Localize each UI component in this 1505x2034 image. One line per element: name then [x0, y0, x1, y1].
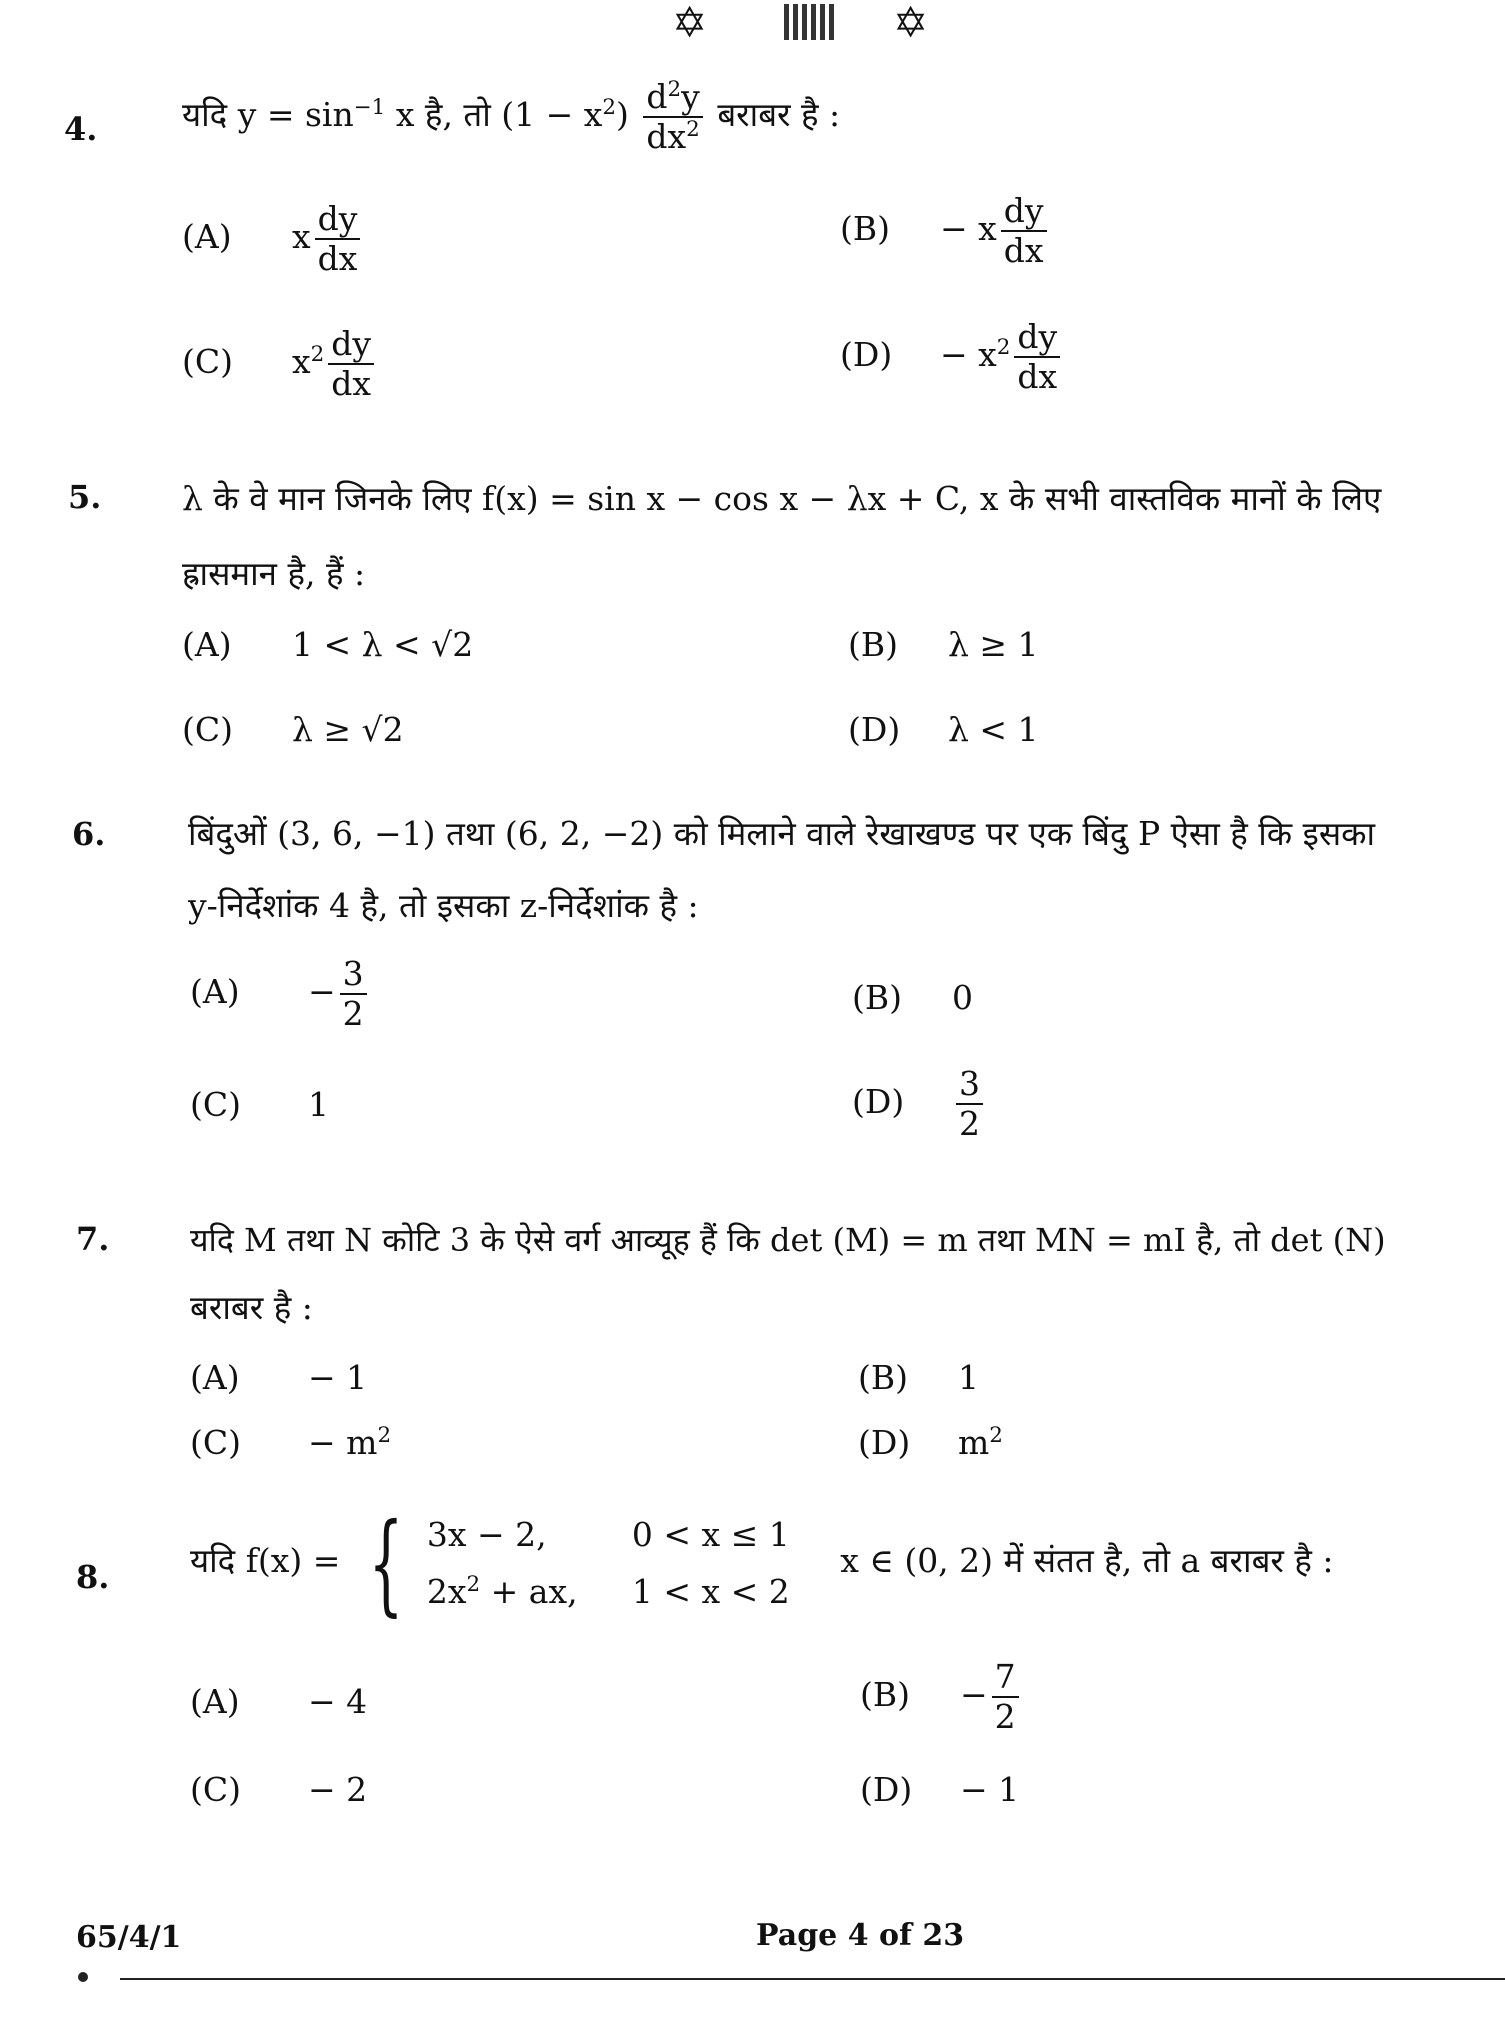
option-value: − 1: [308, 1358, 368, 1397]
brace-symbol: {: [368, 1499, 404, 1627]
option-value: x: [292, 216, 311, 256]
option-b[interactable]: [858, 1358, 979, 1397]
question-number: 8.: [76, 1558, 110, 1596]
option-label: (A): [182, 216, 232, 256]
option-label: (A): [182, 625, 232, 664]
option-b[interactable]: [840, 192, 1051, 270]
question-text: यदि M तथा N कोटि 3 के ऐसे वर्ग आव्यूह हैं कि det (M) = m तथा MN = mI है, तो det (N): [190, 1221, 1386, 1259]
option-label: (A): [190, 971, 240, 1011]
option-value: x: [292, 341, 311, 381]
option-value: λ ≥ √2: [292, 710, 404, 749]
footer-divider: [120, 1978, 1505, 1980]
option-b[interactable]: [848, 625, 1039, 664]
option-value: 1: [958, 1358, 979, 1397]
option-d[interactable]: [848, 710, 1039, 749]
option-a[interactable]: [182, 200, 364, 278]
option-value: 0: [952, 978, 973, 1017]
option-b[interactable]: [860, 1658, 1023, 1736]
option-sup: 2: [989, 1423, 1003, 1448]
case-expr: 2x: [426, 1572, 467, 1611]
option-d[interactable]: [858, 1423, 1003, 1462]
fraction: [992, 1658, 1019, 1736]
option-value: 1 < λ < √2: [292, 625, 474, 664]
option-value: − x: [940, 334, 997, 374]
frac-num: dy: [315, 200, 361, 240]
case-expr: + ax,: [480, 1572, 578, 1611]
option-label: (D): [848, 710, 901, 749]
frac-num: 7: [992, 1658, 1019, 1698]
option-c[interactable]: [190, 1770, 367, 1809]
option-c[interactable]: [182, 710, 404, 749]
question-text: यदि $y = \sin^{-1} x$ है, तो $(1 - x^2)$ $\frac{d^2y}{dx^2}$ बराबर है :: [182, 77, 841, 156]
q-text-part: बराबर है :: [717, 94, 841, 134]
question-text: बराबर है :: [190, 1288, 313, 1327]
frac-num: d: [646, 77, 668, 116]
q-text-part: यदि f(x) =: [190, 1541, 341, 1580]
frac-den: dx: [1017, 356, 1058, 396]
question-text: [190, 1499, 1334, 1627]
fraction: $\frac{d^2y}{dx^2}$: [643, 78, 702, 156]
piecewise-function: [351, 1499, 790, 1627]
page-number: Page 4 of 23: [756, 1918, 965, 1953]
q-text-part: x ∈ (0, 2) में संतत है, तो a बराबर है :: [840, 1541, 1334, 1580]
option-value: 1: [308, 1085, 329, 1124]
frac-num: dy: [1001, 192, 1047, 232]
frac-den: dx: [646, 116, 687, 156]
frac-den: 2: [342, 993, 364, 1033]
option-label: (C): [190, 1770, 241, 1809]
option-value: −: [308, 971, 336, 1011]
option-label: (B): [858, 1358, 908, 1397]
star-of-david-icon: ✡: [893, 0, 929, 47]
q-text-sup: −1: [353, 94, 386, 120]
option-label: (B): [840, 208, 890, 248]
frac-num: dy: [1014, 318, 1060, 358]
option-d[interactable]: [852, 1065, 987, 1143]
footer-dot: [78, 1972, 88, 1982]
frac-den: 2: [959, 1103, 980, 1143]
paper-code: 65/4/1: [76, 1920, 182, 1955]
option-label: (B): [852, 978, 902, 1017]
frac-den: dx: [1003, 230, 1044, 270]
question-number: 6.: [72, 815, 106, 853]
frac-den: 2: [994, 1696, 1016, 1736]
option-label: (D): [860, 1770, 913, 1809]
question-text: y-निर्देशांक 4 है, तो इसका z-निर्देशांक है :: [188, 886, 699, 925]
qr-code-icon: [784, 4, 836, 40]
option-c[interactable]: [190, 1423, 391, 1462]
option-value: − 4: [308, 1682, 368, 1721]
option-value: λ ≥ 1: [948, 625, 1039, 664]
option-d[interactable]: [860, 1770, 1019, 1809]
question-text: λ के वे मान जिनके लिए f(x) = sin x − cos x − λx + C, x के सभी वास्तविक मानों के लिए: [182, 479, 1382, 518]
fraction: [1014, 318, 1060, 396]
frac-den: dx: [331, 363, 372, 403]
option-label: (B): [860, 1674, 910, 1714]
frac-num: 3: [956, 1065, 983, 1105]
option-a[interactable]: [190, 1358, 367, 1397]
question-text: बिंदुओं (3, 6, −1) तथा (6, 2, −2) को मिलाने वाले रेखाखण्ड पर एक बिंदु P ऐसा है कि इसका: [188, 814, 1376, 853]
option-value: − 1: [960, 1770, 1020, 1809]
option-label: (B): [848, 625, 898, 664]
frac-num: 3: [340, 955, 367, 995]
case-sup: 2: [466, 1572, 481, 1597]
option-label: (D): [852, 1081, 905, 1121]
option-b[interactable]: [852, 978, 973, 1017]
fraction: [340, 955, 367, 1033]
option-value: λ < 1: [948, 710, 1039, 749]
option-value: − x: [940, 208, 997, 248]
option-a[interactable]: [190, 1682, 367, 1721]
option-d[interactable]: $(D) - x^2$ $\frac{dy}{dx}$: [840, 318, 1064, 396]
option-label: (C): [190, 1085, 241, 1124]
option-a[interactable]: [182, 625, 473, 664]
option-c[interactable]: [190, 1085, 329, 1124]
option-value: −: [960, 1674, 988, 1714]
option-value: − m: [308, 1423, 378, 1462]
option-label: (A): [190, 1358, 240, 1397]
fraction: [956, 1065, 983, 1143]
frac-num: dy: [328, 325, 374, 365]
fraction: [328, 325, 374, 403]
frac-den: dx: [317, 238, 358, 278]
option-label: (D): [858, 1423, 911, 1462]
frac-num: y: [681, 77, 700, 116]
option-label: (C): [190, 1423, 241, 1462]
q-text-part: ): [616, 94, 629, 134]
case-cond: 1 < x < 2: [631, 1572, 790, 1611]
option-label: (A): [190, 1682, 240, 1721]
option-c[interactable]: (C) $x^2$ $\frac{dy}{dx}$: [182, 325, 378, 403]
fraction: [1001, 192, 1047, 270]
question-number: 4.: [64, 110, 98, 148]
q-text-part: x है, तो (1 − x: [385, 94, 603, 134]
option-sup: 2: [377, 1423, 392, 1448]
option-label: (C): [182, 341, 233, 381]
option-value: − 2: [308, 1770, 368, 1809]
case-cond: 0 < x ≤ 1: [631, 1515, 790, 1554]
question-number: 5.: [68, 478, 102, 516]
fraction: [315, 200, 361, 278]
question-text: ह्रासमान है, हैं :: [182, 554, 366, 593]
star-of-david-icon: ✡: [672, 0, 708, 47]
option-label: (D): [840, 334, 893, 374]
option-a[interactable]: [190, 955, 371, 1033]
option-label: (C): [182, 710, 233, 749]
q-text-part: यदि y = sin: [182, 94, 354, 134]
option-value: m: [958, 1423, 990, 1462]
question-number: 7.: [76, 1220, 110, 1258]
case-expr: 3x − 2,: [426, 1515, 547, 1554]
